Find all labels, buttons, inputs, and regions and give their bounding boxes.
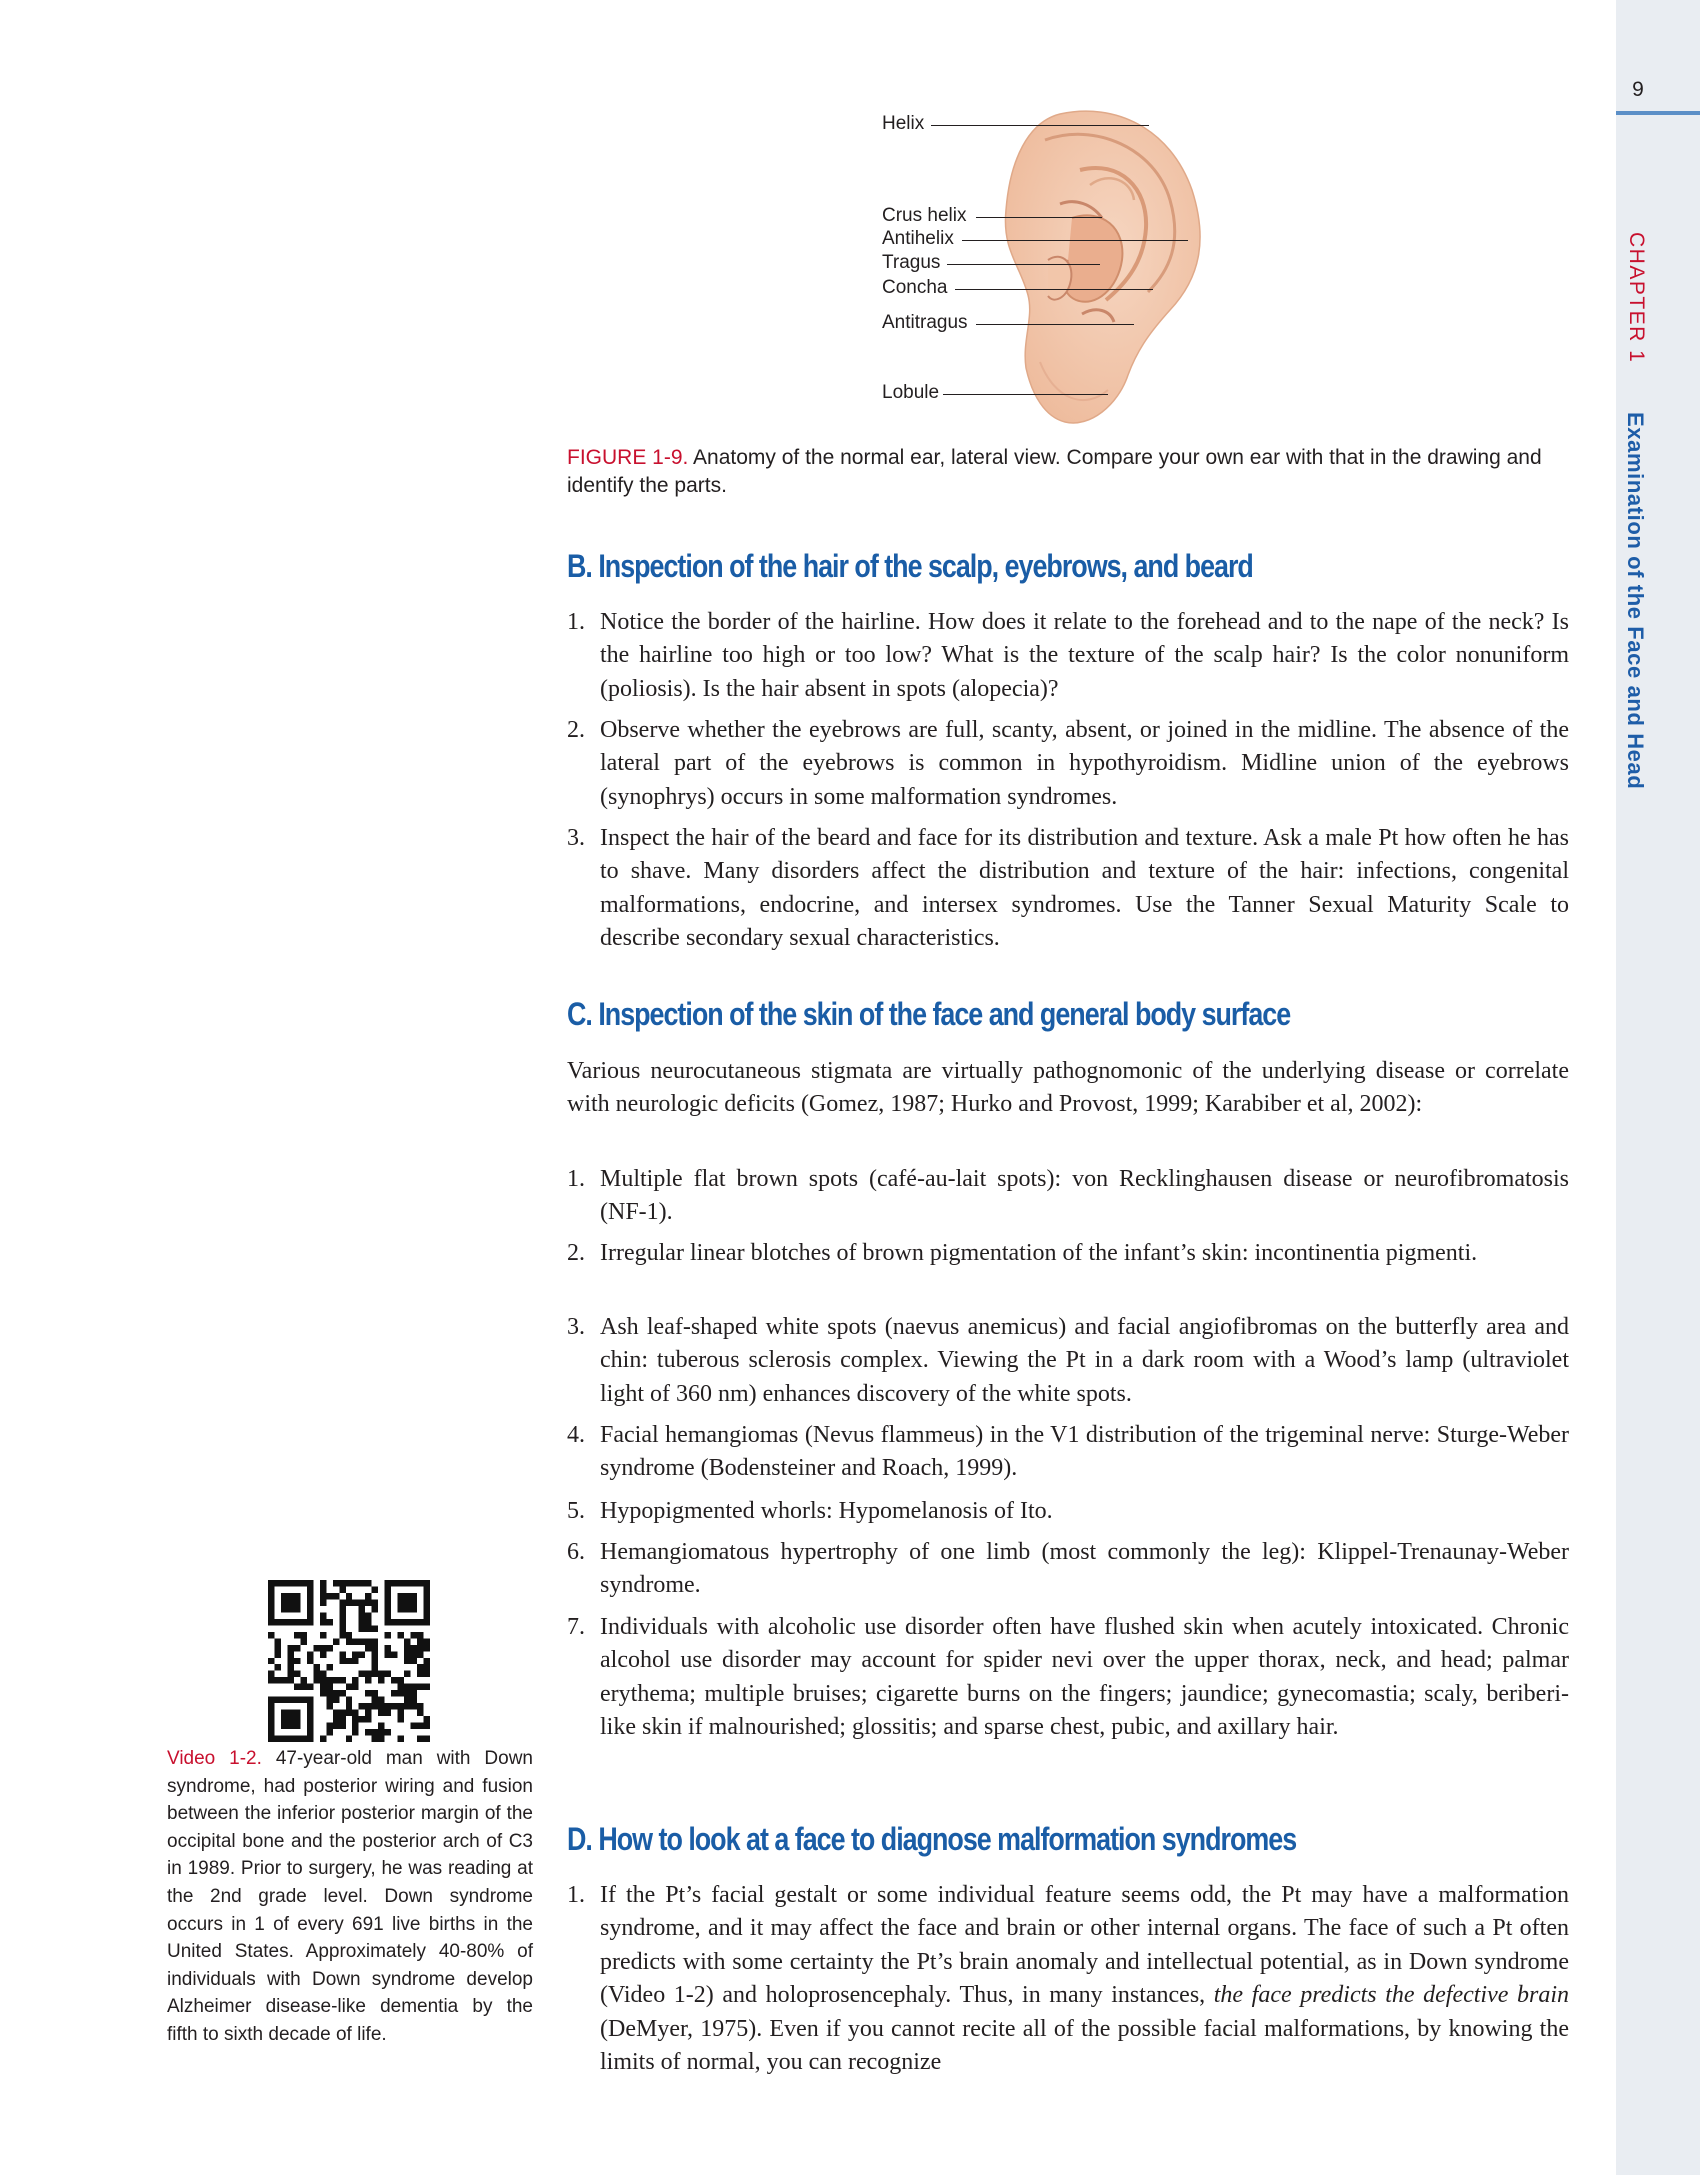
ear-label-antihelix: Antihelix (882, 228, 954, 249)
list-number: 1. (567, 609, 585, 635)
leader-line (943, 394, 1108, 395)
ear-label-helix: Helix (882, 113, 925, 134)
figure-caption-text: Anatomy of the normal ear, lateral view. Compare your own ear with that in the drawing and identify the parts. (567, 446, 1542, 497)
list-item (567, 1163, 1569, 1230)
ear-label-concha: Concha (882, 277, 948, 298)
list-text: Multiple flat brown spots (café-au-lait spots): von Recklinghausen disease or neurofibromatosis (NF-1). (600, 1166, 1569, 1226)
leader-line (962, 240, 1188, 241)
leader-line (955, 289, 1153, 290)
video-caption (167, 1745, 533, 2049)
list-number: 3. (567, 1314, 585, 1340)
qr-code[interactable] (268, 1580, 430, 1742)
list-item (567, 1536, 1569, 1603)
list-number: 4. (567, 1422, 585, 1448)
list-text: Individuals with alcoholic use disorder often have flushed skin when acutely intoxicated. Chronic alcohol use disorder may account for spider nevi over the upper thorax, neck, and head; palmar erythema; multiple bruises; cigarette burns on the fingers; jaundice; gynecomastia; scaly, beriberi-like skin if malnourished; glossitis; and sparse chest, pubic, and axillary hair. (600, 1614, 1569, 1741)
list-item (567, 714, 1569, 814)
list-text: Hypopigmented whorls: Hypomelanosis of Ito. (600, 1498, 1053, 1524)
list-text: Observe whether the eyebrows are full, scanty, absent, or joined in the midline. The absence of the lateral part of the eyebrows is common in hypothyroidism. Midline union of the eyebrows (synophrys) occurs in some malformation syndromes. (600, 717, 1569, 810)
leader-line (976, 217, 1102, 218)
list-number: 2. (567, 1240, 585, 1266)
list-text-part: (DeMyer, 1975). Even if you cannot recite all of the possible facial malformations, by knowing the limits of normal, you can recognize (600, 2015, 1569, 2076)
list-number: 7. (567, 1614, 585, 1640)
list-text: Hemangiomatous hypertrophy of one limb (most commonly the leg): Klippel-Trenaunay-Weber syndrome. (600, 1539, 1569, 1599)
list-item (567, 1311, 1569, 1411)
ear-label-crus-helix: Crus helix (882, 205, 967, 226)
list-text: Irregular linear blotches of brown pigmentation of the infant’s skin: incontinentia pigmenti. (600, 1240, 1478, 1266)
ear-label-lobule: Lobule (882, 382, 940, 403)
list-number: 3. (567, 825, 585, 851)
section-c-intro: Various neurocutaneous stigmata are virtually pathognomonic of the underlying disease or correlate with neurologic deficits (Gomez, 1987; Hurko and Provost, 1999; Karabiber et al, 2002): (567, 1058, 1569, 1118)
list-number: 5. (567, 1498, 585, 1524)
section-d-heading: D. How to look at a face to diagnose malformation syndromes (567, 1821, 1297, 1857)
chapter-label: CHAPTER 1 (1625, 232, 1648, 364)
video-caption-text: 47-year-old man with Down syndrome, had posterior wiring and fusion between the inferior posterior margin of the occipital bone and the posterior arch of C3 in 1989. Prior to surgery, he was reading at the 2nd grade level. Down syndrome occurs in 1 of every 691 live births in the United States. Approximately 40-80% of individuals with Down syndrome develop Alzheimer disease-like dementia by the fifth to sixth decade of life. (167, 1748, 533, 2045)
qr-modules (268, 1580, 430, 1742)
list-text: Notice the border of the hairline. How does it relate to the forehead and to the nape of the neck? Is the hairline too high or too low? What is the texture of the scalp hair? Is the color nonuniform (poliosis). Is the hair absent in spots (alopecia)? (600, 609, 1569, 702)
list-text-part: If the Pt’s facial gestalt or some individual feature seems odd, the Pt may have a malformation syndrome, and it may affect the face and brain or other internal organs. The face of such a Pt often predicts with some certainty the Pt’s brain anomaly and intellectual potential, as in Down syndrome (Video 1-2) and holoprosencephaly. Thus, in many instances, (600, 1882, 1569, 2009)
list-item (567, 1419, 1569, 1486)
leader-line (931, 125, 1149, 126)
list-item (567, 1495, 1569, 1528)
emphasis-text: the face predicts the defective brain (1213, 1982, 1569, 2009)
list-number: 1. (567, 1166, 585, 1192)
ear-label-antitragus: Antitragus (882, 312, 968, 333)
section-c-heading: C. Inspection of the skin of the face and general body surface (567, 996, 1291, 1032)
tab-rule (1616, 111, 1700, 115)
list-number: 2. (567, 717, 585, 743)
list-item (567, 822, 1569, 956)
video-caption-label: Video 1-2. (167, 1748, 262, 1769)
figure-caption-label: FIGURE 1-9. (567, 446, 689, 469)
list-number: 6. (567, 1539, 585, 1565)
figure-caption (567, 444, 1569, 500)
list-text (600, 1879, 1569, 2079)
list-item (567, 606, 1569, 706)
list-text: Inspect the hair of the beard and face for its distribution and texture. Ask a male Pt how often he has to shave. Many disorders affect the distribution and texture of the hair: infections, congenital malformations, endocrine, and intersex syndromes. Use the Tanner Sexual Maturity Scale to describe secondary sexual characteristics. (600, 825, 1569, 952)
leader-line (976, 324, 1134, 325)
leader-line (947, 264, 1100, 265)
chapter-title: Examination of the Face and Head (1623, 412, 1648, 790)
list-text: Facial hemangiomas (Nevus flammeus) in the V1 distribution of the trigeminal nerve: Sturge-Weber syndrome (Bodensteiner and Roach, 1999). (600, 1422, 1569, 1482)
ear-label-tragus: Tragus (882, 252, 941, 273)
list-item (567, 1611, 1569, 1745)
list-item (567, 1237, 1569, 1270)
list-item (567, 1879, 1569, 2079)
section-b-heading: B. Inspection of the hair of the scalp, eyebrows, and beard (567, 548, 1253, 584)
page-number: 9 (1632, 78, 1644, 101)
list-number: 1. (567, 1882, 585, 1908)
list-text: Ash leaf-shaped white spots (naevus anemicus) and facial angiofibromas on the butterfly area and chin: tuberous sclerosis complex. Viewing the Pt in a dark room with a Wood’s lamp (ultraviolet light of 360 nm) enhances discovery of the white spots. (600, 1314, 1569, 1407)
